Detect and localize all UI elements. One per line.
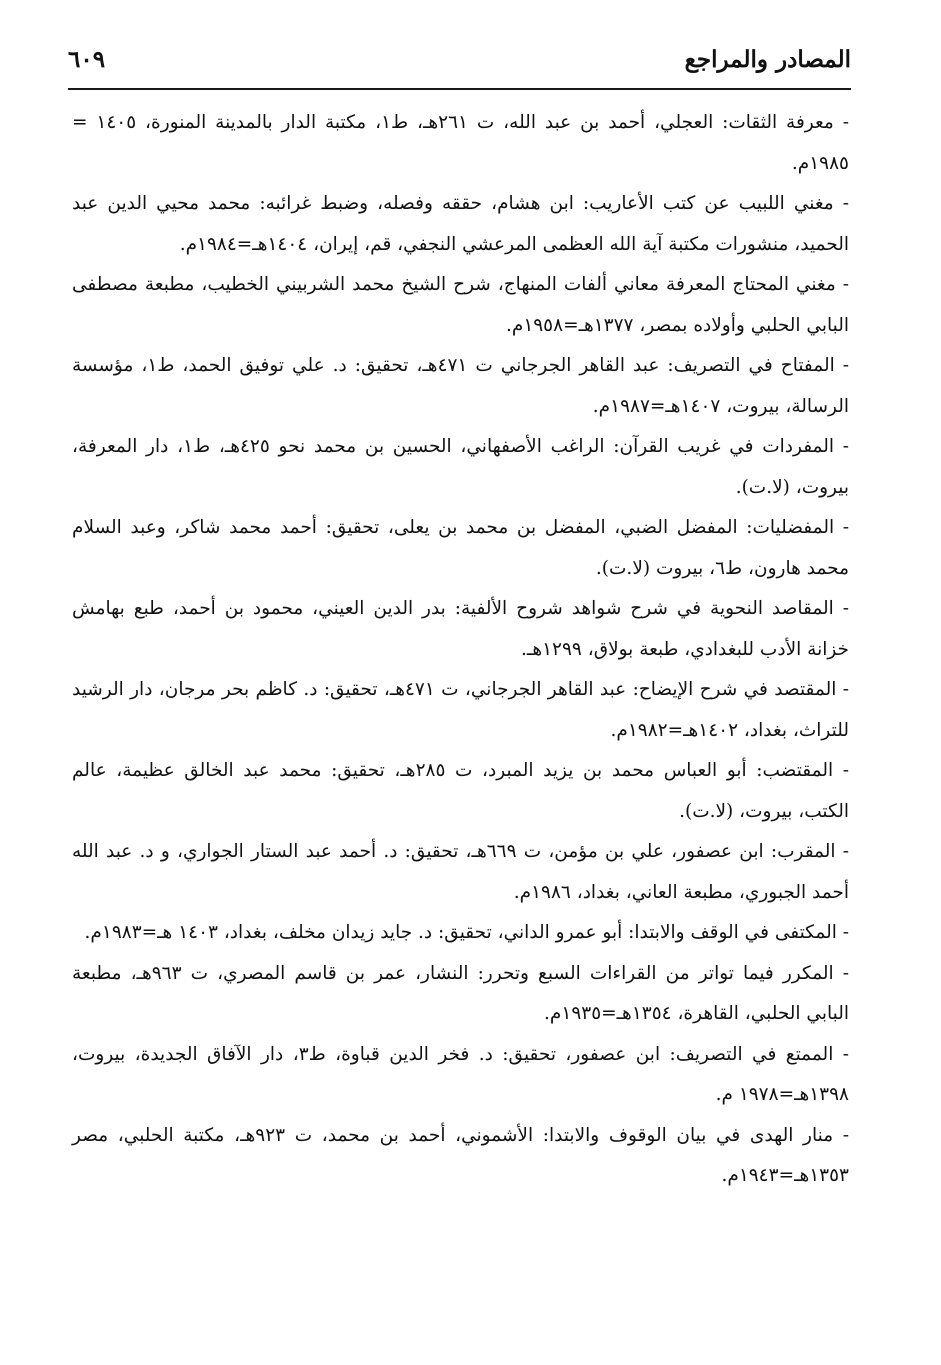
bibliography-entry: - المكتفى في الوقف والابتدا: أبو عمرو الداني، تحقيق: د. جايد زيدان مخلف، بغداد، ١٤٠٣ هـ=١٩٨٣م.	[84, 922, 849, 943]
bibliography-entry: - المكرر فيما تواتر من القراءات السبع وتحرر: النشار، عمر بن قاسم المصري، ت ٩٦٣هـ، مطبعة البابي الحلبي، القاهرة، ١٣٥٤هـ=١٩٣٥م.	[72, 962, 850, 1024]
bibliography-entry: - المفردات في غريب القرآن: الراغب الأصفهاني، الحسين بن محمد نحو ٤٢٥هـ، ط١، دار المعرفة، بيروت، (لا.ت).	[72, 436, 849, 498]
bibliography-entry: - منار الهدى في بيان الوقوف والابتدا: الأشموني، أحمد بن محمد، ت ٩٢٣هـ، مكتبة الحلبي، مصر ١٣٥٣هـ=١٩٤٣م.	[72, 1124, 849, 1186]
bibliography-entry: - المفتاح في التصريف: عبد القاهر الجرجاني ت ٤٧١هـ، تحقيق: د. علي توفيق الحمد، ط١، مؤسسة الرسالة، بيروت، ١٤٠٧هـ=١٩٨٧م.	[72, 355, 850, 417]
bibliography-entry: - المفضليات: المفضل الضبي، المفضل بن محمد بن يعلى، تحقيق: أحمد محمد شاكر، وعبد السلام محمد هارون، ط٦، بيروت (لا.ت).	[72, 517, 849, 579]
bibliography-entry: - الممتع في التصريف: ابن عصفور، تحقيق: د. فخر الدين قباوة، ط٣، دار الآفاق الجديدة، بيروت، ١٣٩٨هـ=١٩٧٨ م.	[72, 1043, 849, 1105]
bibliography-entry: - المقتصد في شرح الإيضاح: عبد القاهر الجرجاني، ت ٤٧١هـ، تحقيق: د. كاظم بحر مرجان، دار الرشيد للتراث، بغداد، ١٤٠٢هـ=١٩٨٢م.	[72, 679, 849, 741]
page-number: ٦٠٩	[68, 46, 106, 73]
bibliography-entry: - المقرب: ابن عصفور، علي بن مؤمن، ت ٦٦٩هـ، تحقيق: د. أحمد عبد الستار الجواري، و د. عبد الله أحمد الجبوري، مطبعة العاني، بغداد، ١٩٨٦م.	[72, 841, 849, 903]
bibliography-entry: - المقتضب: أبو العباس محمد بن يزيد المبرد، ت ٢٨٥هـ، تحقيق: محمد عبد الخالق عظيمة، عالم الكتب، بيروت، (لا.ت).	[72, 760, 850, 822]
bibliography-list	[72, 103, 849, 1197]
running-title: المصادر والمراجع	[684, 46, 851, 73]
header-divider	[68, 88, 851, 90]
bibliography-entry: - مغني المحتاج المعرفة معاني ألفات المنهاج، شرح الشيخ محمد الشربيني الخطيب، مطبعة مصطفى البابي الحلبي وأولاده بمصر، ١٣٧٧هـ=١٩٥٨م.	[72, 274, 849, 336]
page-header	[68, 40, 851, 80]
bibliography-entry: - المقاصد النحوية في شرح شواهد شروح الألفية: بدر الدين العيني، محمود بن أحمد، طبع بهامش خزانة الأدب للبغدادي، طبعة بولاق، ١٢٩٩هـ.	[72, 598, 849, 660]
bibliography-entry: - معرفة الثقات: العجلي، أحمد بن عبد الله، ت ٢٦١هـ، ط١، مكتبة الدار بالمدينة المنورة، ١٤٠٥ = ١٩٨٥م.	[72, 112, 849, 174]
bibliography-entry: - مغني اللبيب عن كتب الأعاريب: ابن هشام، حققه وفصله، وضبط غرائبه: محمد محيي الدين عبد الحميد، منشورات مكتبة آية الله العظمى المرعشي النجفي، قم، إيران، ١٤٠٤هـ=١٩٨٤م.	[72, 193, 849, 255]
